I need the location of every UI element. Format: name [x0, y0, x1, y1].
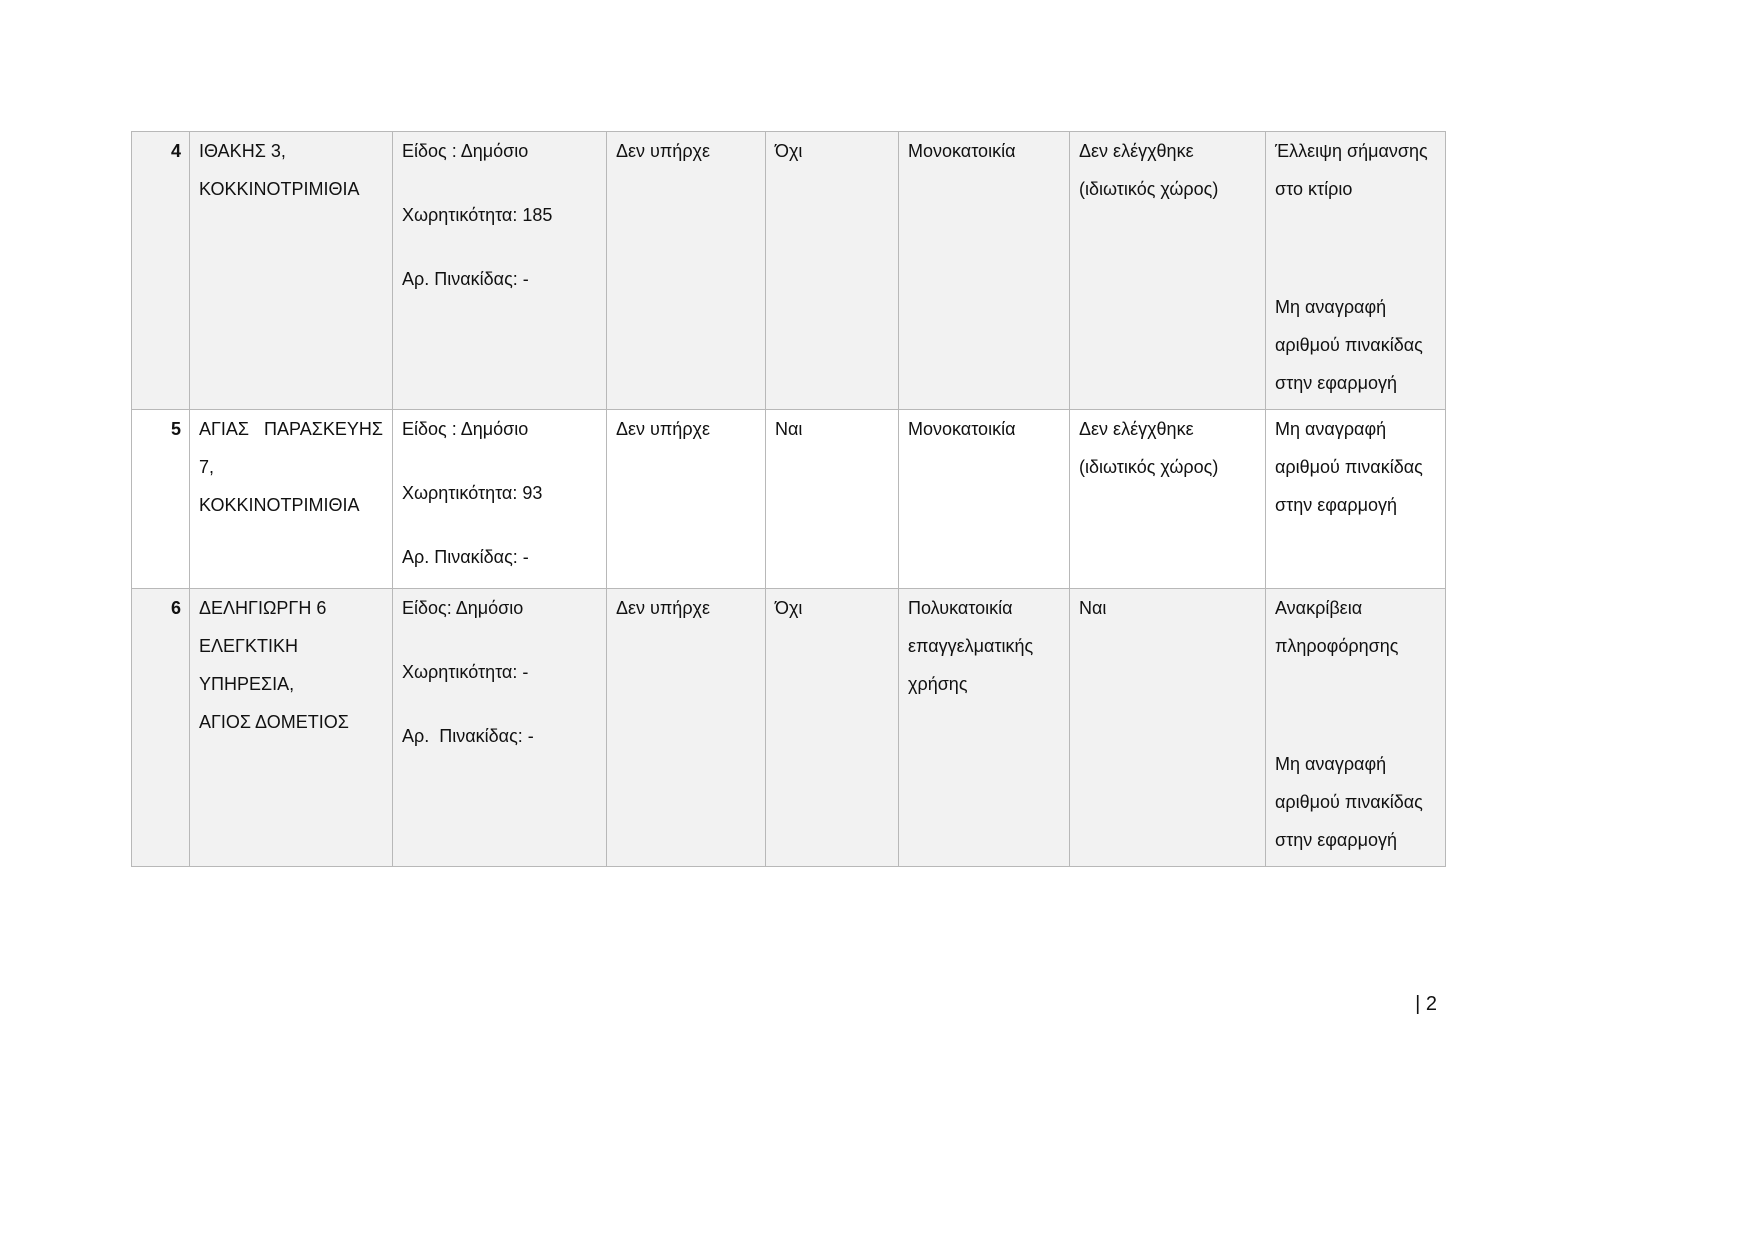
table-row: [132, 410, 1446, 589]
cell-col4: Δεν υπήρχε: [607, 132, 766, 410]
parking-plate: Αρ. Πινακίδας: -: [402, 726, 534, 746]
remarks-cell: [1266, 589, 1446, 867]
cell-col5: Ναι: [766, 410, 899, 589]
address-cell: [190, 132, 393, 410]
remarks-line: Μη αναγραφή: [1275, 297, 1387, 317]
address-cell: [190, 410, 393, 589]
remarks-line: αριθμού πινακίδας: [1275, 335, 1423, 355]
checked-cell: [1070, 589, 1266, 867]
checked-cell: [1070, 132, 1266, 410]
parking-type: Είδος : Δημόσιο: [402, 141, 529, 161]
table-row: [132, 589, 1446, 867]
address-line: ΔΕΛΗΓΙΩΡΓΗ 6: [199, 598, 327, 618]
data-table: [131, 131, 1446, 867]
row-number: 5: [132, 410, 190, 589]
address-line: ΑΓΙΟΣ ΔΟΜΕΤΙΟΣ: [199, 712, 349, 732]
parking-type: Είδος : Δημόσιο: [402, 419, 529, 439]
remarks-line: στην εφαρμογή: [1275, 830, 1397, 850]
remarks-cell: [1266, 410, 1446, 589]
row-number: 4: [132, 132, 190, 410]
row-number: 6: [132, 589, 190, 867]
address-line: ΚΟΚΚΙΝΟΤΡΙΜΙΘΙΑ: [199, 495, 360, 515]
building-cell: [899, 132, 1070, 410]
address-line: ΚΟΚΚΙΝΟΤΡΙΜΙΘΙΑ: [199, 179, 360, 199]
checked-line: (ιδιωτικός χώρος): [1079, 457, 1219, 477]
remarks-line: στο κτίριο: [1275, 179, 1353, 199]
building-line: Πολυκατοικία: [908, 598, 1013, 618]
remarks-line: Έλλειψη σήμανσης: [1275, 141, 1428, 161]
cell-col4: Δεν υπήρχε: [607, 589, 766, 867]
address-line: ΑΓΙΑΣ ΠΑΡΑΣΚΕΥΗΣ 7,: [199, 419, 383, 477]
building-line: Μονοκατοικία: [908, 141, 1016, 161]
cell-col5: Όχι: [766, 132, 899, 410]
address-line: ΙΘΑΚΗΣ 3,: [199, 141, 286, 161]
remarks-cell: [1266, 132, 1446, 410]
remarks-line: αριθμού πινακίδας: [1275, 457, 1423, 477]
parking-cell: [393, 589, 607, 867]
building-line: Μονοκατοικία: [908, 419, 1016, 439]
parking-cell: [393, 132, 607, 410]
cell-col5: Όχι: [766, 589, 899, 867]
checked-line: (ιδιωτικός χώρος): [1079, 179, 1219, 199]
parking-capacity: Χωρητικότητα: 93: [402, 483, 543, 503]
remarks-line: στην εφαρμογή: [1275, 495, 1397, 515]
building-cell: [899, 410, 1070, 589]
address-line: ΕΛΕΓΚΤΙΚΗ ΥΠΗΡΕΣΙΑ,: [199, 636, 298, 694]
parking-type: Είδος: Δημόσιο: [402, 598, 524, 618]
checked-line: Δεν ελέγχθηκε: [1079, 419, 1194, 439]
parking-plate: Αρ. Πινακίδας: -: [402, 269, 529, 289]
checked-line: Δεν ελέγχθηκε: [1079, 141, 1194, 161]
address-cell: [190, 589, 393, 867]
parking-plate: Αρ. Πινακίδας: -: [402, 547, 529, 567]
page-number: | 2: [1415, 993, 1437, 1015]
building-line: χρήσης: [908, 674, 968, 694]
building-line: επαγγελματικής: [908, 636, 1034, 656]
remarks-line: Ανακρίβεια: [1275, 598, 1363, 618]
remarks-line: πληροφόρησης: [1275, 636, 1399, 656]
parking-capacity: Χωρητικότητα: 185: [402, 205, 553, 225]
building-cell: [899, 589, 1070, 867]
remarks-line: στην εφαρμογή: [1275, 373, 1397, 393]
cell-col4: Δεν υπήρχε: [607, 410, 766, 589]
table-row: [132, 132, 1446, 410]
checked-line: Ναι: [1079, 598, 1107, 618]
remarks-line: Μη αναγραφή: [1275, 419, 1387, 439]
parking-cell: [393, 410, 607, 589]
parking-capacity: Χωρητικότητα: -: [402, 662, 529, 682]
checked-cell: [1070, 410, 1266, 589]
remarks-line: αριθμού πινακίδας: [1275, 792, 1423, 812]
remarks-line: Μη αναγραφή: [1275, 754, 1387, 774]
